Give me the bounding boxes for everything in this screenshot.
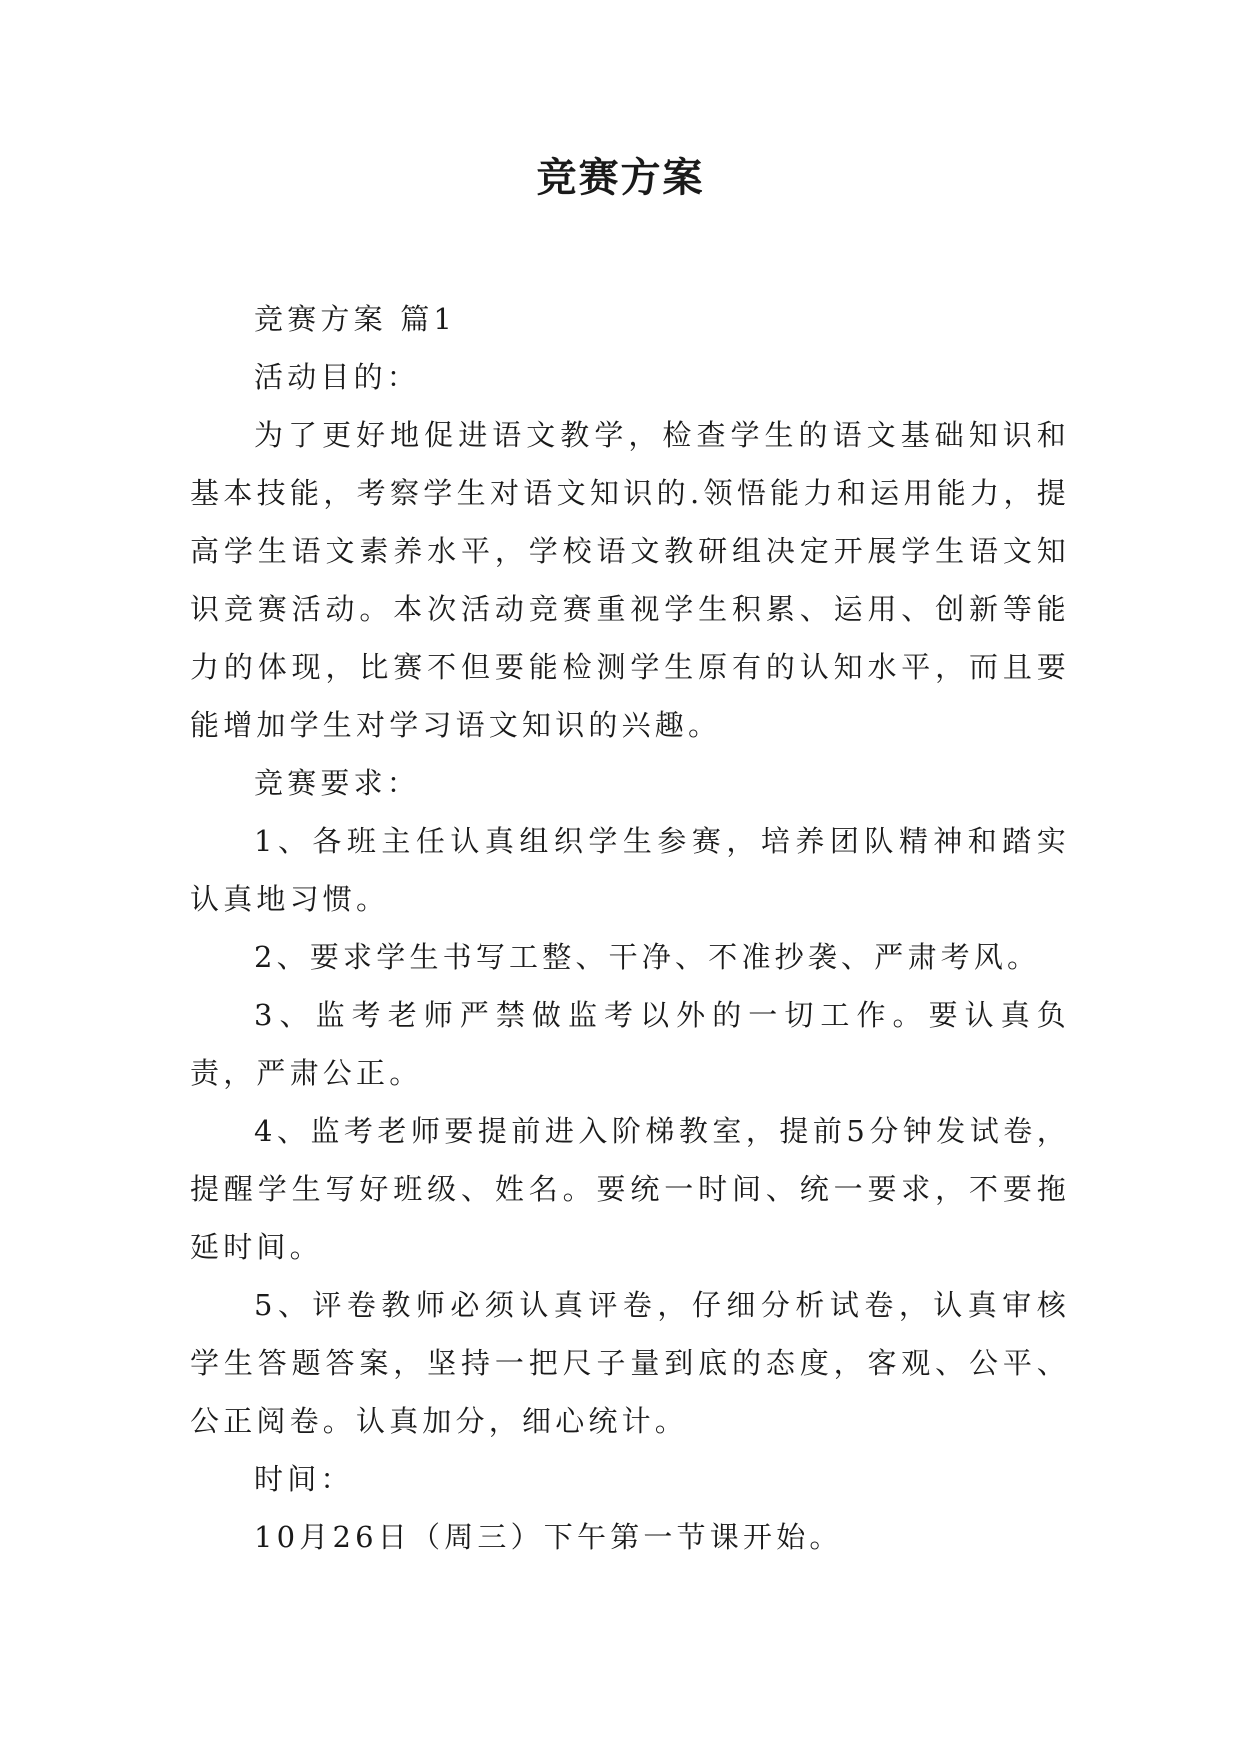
document-title: 竞赛方案	[536, 155, 705, 201]
requirements-label: 竞赛要求：	[254, 766, 421, 800]
section-heading: 竞赛方案 篇1	[254, 302, 457, 336]
requirement-item-5: 5、评卷教师必须认真评卷，仔细分析试卷，认真审核学生答题答案，坚持一把尺子量到底的态度，客观、公平、公正阅卷。认真加分，细心统计。	[190, 1288, 1070, 1438]
time-label: 时间：	[254, 1462, 354, 1496]
purpose-paragraph: 为了更好地促进语文教学，检查学生的语文基础知识和基本技能，考察学生对语文知识的.领悟能力和运用能力，提高学生语文素养水平，学校语文教研组决定开展学生语文知识竞赛活动。本次活动竞赛重视学生积累、运用、创新等能力的体现，比赛不但要能检测学生原有的认知水平，而且要能增加学生对学习语文知识的兴趣。	[190, 418, 1070, 742]
requirement-item-2: 2、要求学生书写工整、干净、不准抄袭、严肃考风。	[254, 940, 1041, 974]
document-body	[190, 290, 1070, 1566]
requirement-item-1: 1、各班主任认真组织学生参赛，培养团队精神和踏实认真地习惯。	[190, 824, 1070, 916]
time-paragraph: 10月26日（周三）下午第一节课开始。	[254, 1520, 843, 1554]
purpose-label: 活动目的：	[254, 360, 421, 394]
requirement-item-3: 3、监考老师严禁做监考以外的一切工作。要认真负责，严肃公正。	[190, 998, 1070, 1090]
requirement-item-4: 4、监考老师要提前进入阶梯教室，提前5分钟发试卷，提醒学生写好班级、姓名。要统一时间、统一要求，不要拖延时间。	[190, 1114, 1070, 1264]
